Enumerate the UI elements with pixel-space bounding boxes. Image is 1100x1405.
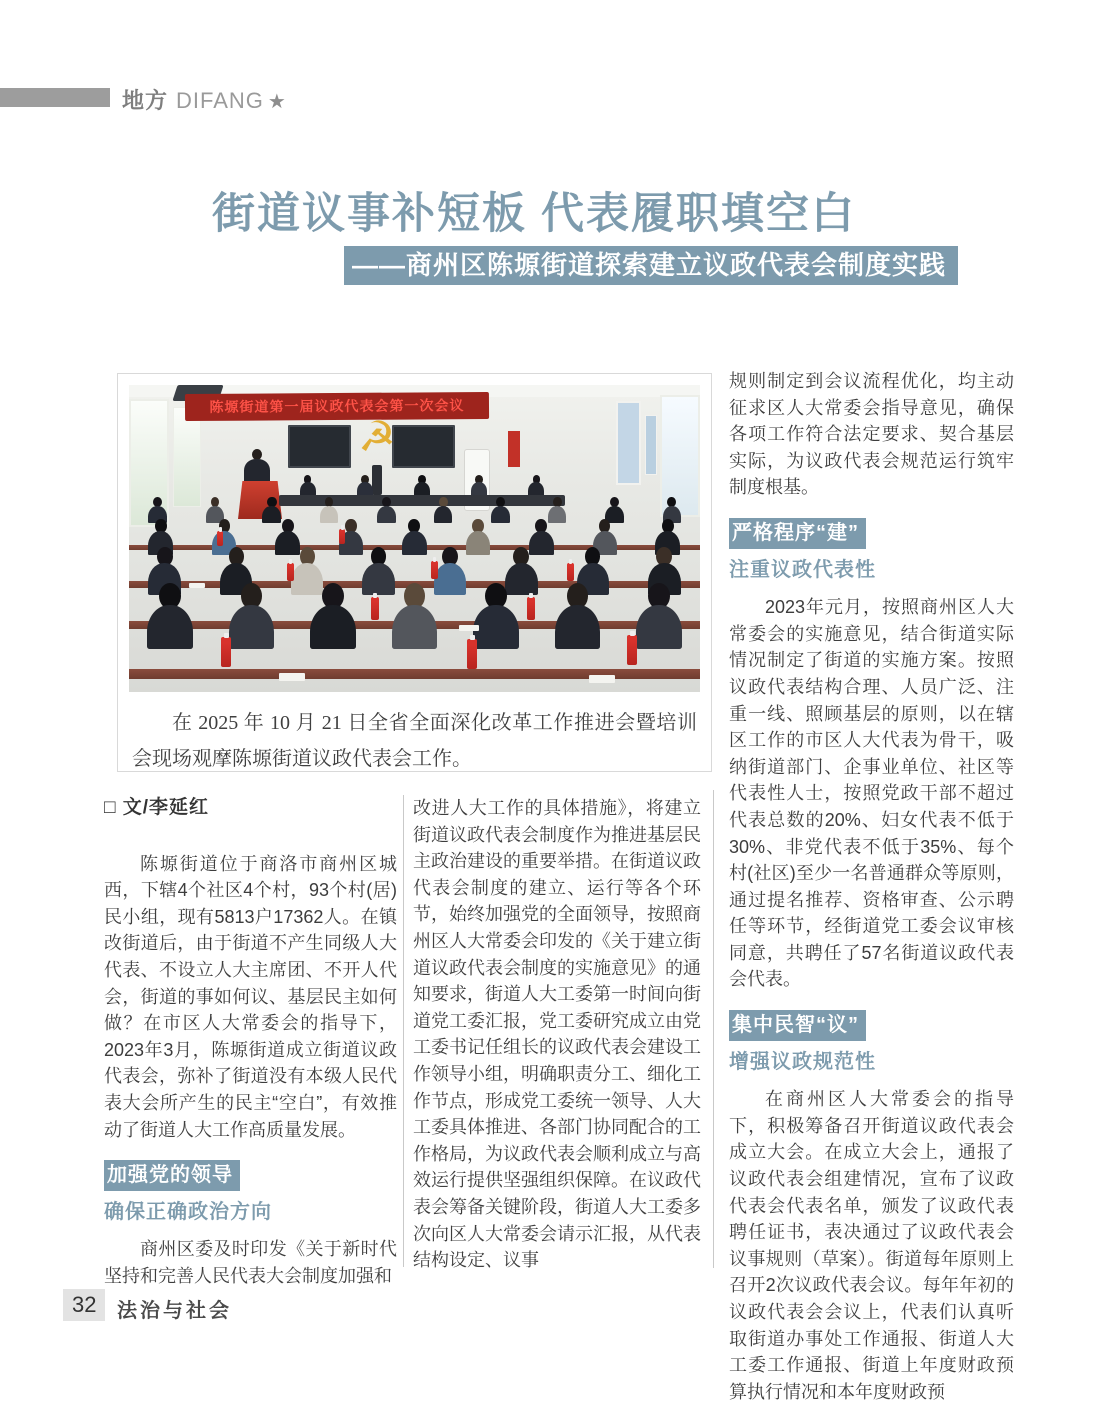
article-subtitle: ——商州区陈塬街道探索建立议政代表会制度实践 bbox=[344, 246, 958, 285]
water-bottle bbox=[527, 597, 535, 620]
journal-name: 法治与社会 bbox=[117, 1300, 232, 1322]
audience-row-4 bbox=[129, 583, 700, 649]
paper bbox=[279, 673, 305, 681]
person bbox=[471, 475, 487, 497]
section-heading-subline: 增强议政规范性 bbox=[729, 1050, 876, 1073]
article-column-3 bbox=[729, 368, 1014, 1405]
section-heading-subline: 注重议政代表性 bbox=[729, 558, 876, 581]
kicker-en: DIFANG bbox=[176, 88, 264, 113]
water-bottle bbox=[627, 635, 637, 665]
page-number: 32 bbox=[63, 1289, 105, 1321]
head-table-row bbox=[279, 475, 565, 497]
paper bbox=[589, 675, 615, 683]
person bbox=[300, 475, 316, 497]
person bbox=[392, 583, 437, 649]
section-heading-subline: 确保正确政治方向 bbox=[104, 1200, 272, 1223]
speaker-figure-body bbox=[244, 459, 270, 484]
section-heading-2 bbox=[729, 518, 1014, 583]
tv-screen-left bbox=[288, 425, 351, 468]
person bbox=[473, 583, 519, 649]
paragraph: 改进人大工作的具体措施》，将建立街道议政代表会制度作为推进基层民主政治建设的重要举措。在街道议政代表会制度的建立、运行等各个环节，始终加强党的全面领导，按照商州区人大常委会印发的《关于建立街道议政代表会制度的实施意见》的通知要求，街道人大工委第一时间向街道党工委汇报，党工委研究成立由党工委书记任组长的议政代表会建设工作领导小组，明确职责分工、细化工作节点，形成党工委统一领导、人大工委具体推进、各部门协同配合的工作格局，为议政代表会顺利成立与高效运行提供坚强组织保障。在议政代表会筹备关键阶段，街道人大工委多次向区人大常委会请示汇报，从代表结构设定、议事 bbox=[413, 798, 701, 1271]
paragraph: 商州区委及时印发《关于新时代坚持和完善人民代表大会制度加强和 bbox=[104, 1239, 397, 1286]
photo-figure bbox=[117, 373, 712, 772]
section-marker-bar bbox=[0, 88, 110, 107]
paragraph: 2023年元月，按照商州区人大常委会的实施意见，结合街道实际情况制定了街道的实施方案。按照议政代表结构合理、人员广泛、注重一线、照顾基层的原则，以在辖区工作的市区人大代表为骨干，吸纳街道部门、企事业单位、社区等代表性人士，按照党政干部不超过代表总数的20%、妇女代表不低于30%、非党代表不低于35%、每个村(社区)至少一名普通群众等原则，通过提名推荐、资格审查、公示聘任等环节，经街道党工委会议审核同意，共聘任了57名街道议政代表会代表。 bbox=[729, 597, 1014, 990]
water-bottle bbox=[221, 637, 231, 667]
water-bottle bbox=[467, 639, 477, 669]
paragraph: 在商州区人大常委会的指导下，积极筹备召开街道议政代表会成立大会。在成立大会上，通报了议政代表会组建情况，宣布了议政代表会代表名单，颁发了议政代表聘任证书，表决通过了议政代表会议事规则（草案）。街道每年原则上召开2次议政代表会议。每年年初的议政代表会会议上，代表们认真听取街道办事处工作通报、街道人大工委工作通报、街道上年度财政预算执行情况和本年度财政预 bbox=[729, 1089, 1014, 1402]
paragraph: 规则制定到会议流程优化，均主动征求区人大常委会指导意见，确保各项工作符合法定要求、契合基层实际，为议政代表会规范运行筑牢制度根基。 bbox=[729, 371, 1014, 498]
person bbox=[636, 583, 682, 649]
paper bbox=[459, 625, 479, 631]
water-bottle bbox=[371, 597, 379, 620]
person bbox=[147, 583, 193, 649]
party-emblem-icon: ☭ bbox=[358, 413, 396, 460]
water-bottle bbox=[567, 563, 574, 581]
water-bottle bbox=[431, 561, 438, 579]
window-left-2 bbox=[173, 407, 201, 507]
section-kicker bbox=[122, 84, 287, 115]
paper bbox=[189, 583, 205, 588]
section-heading-highlight: 严格程序“建” bbox=[729, 518, 866, 549]
person bbox=[310, 583, 356, 649]
photo-caption: 在 2025 年 10 月 21 日全省全面深化改革工作推进会暨培训会现场观摩陈塬街道议政代表会工作。 bbox=[132, 712, 697, 770]
meeting-photo bbox=[129, 385, 700, 692]
person bbox=[528, 475, 544, 497]
section-heading-3 bbox=[729, 1010, 1014, 1075]
meeting-banner: 陈塬街道第一届议政代表会第一次会议 bbox=[185, 392, 489, 421]
person bbox=[229, 583, 274, 649]
wall-poster-2 bbox=[645, 415, 657, 475]
paragraph: 陈塬街道位于商洛市商州区城西，下辖4个社区4个村，93个村(居)民小组，现有5813户17362人。在镇改街道后，由于街道不产生同级人大代表、不设立人大主席团、不开人代会，街道的事如何议、基层民主如何做？在市区人大常委会的指导下，2023年3月，陈塬街道成立街道议政代表会，弥补了街道没有本级人民代表大会所产生的民主“空白”，有效推动了街道人大工作高质量发展。 bbox=[104, 853, 397, 1140]
article-column-1 bbox=[104, 795, 397, 1290]
section-heading-1 bbox=[104, 1160, 397, 1225]
water-bottle bbox=[287, 563, 294, 581]
column-divider bbox=[713, 790, 714, 1268]
star-icon: ★ bbox=[267, 91, 287, 113]
wall-poster bbox=[616, 401, 641, 485]
section-heading-highlight: 集中民智“议” bbox=[729, 1010, 866, 1041]
person bbox=[414, 475, 430, 497]
person bbox=[555, 583, 600, 649]
column-divider bbox=[403, 795, 404, 1267]
fire-cabinet bbox=[508, 431, 520, 467]
tv-screen-right bbox=[392, 425, 455, 468]
kicker-cn: 地方 bbox=[122, 88, 169, 113]
section-heading-highlight: 加强党的领导 bbox=[104, 1160, 240, 1191]
person bbox=[357, 475, 373, 497]
article-column-2 bbox=[413, 795, 701, 1274]
water-bottle bbox=[217, 531, 223, 546]
water-bottle bbox=[339, 529, 345, 544]
byline: □ 文/李延红 bbox=[104, 797, 210, 818]
article-title: 街道议事补短板 代表履职填空白 bbox=[212, 190, 856, 238]
